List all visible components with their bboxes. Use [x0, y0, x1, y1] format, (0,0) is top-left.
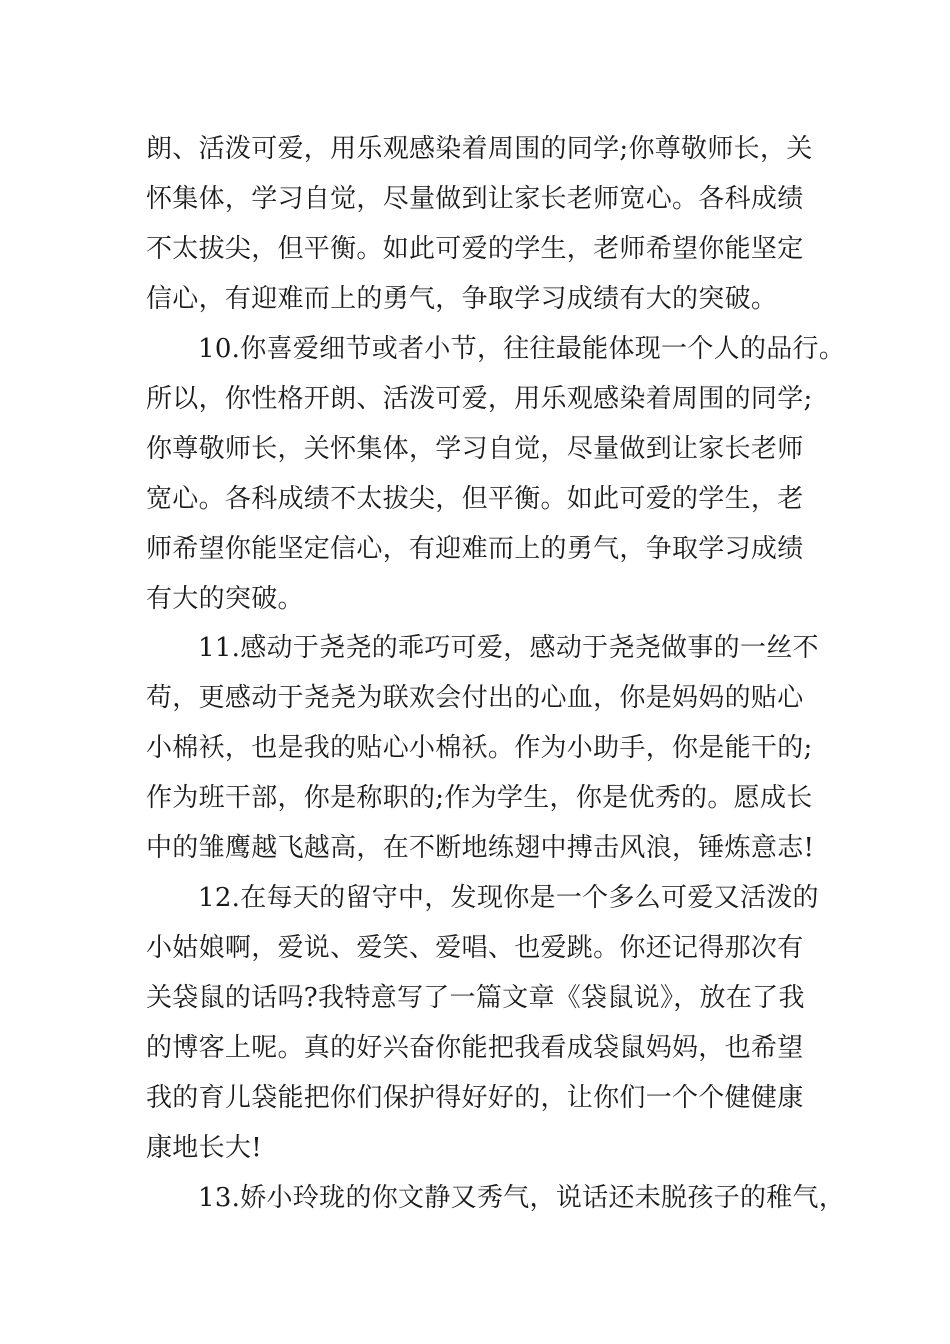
text-line: 有大的突破。	[146, 584, 304, 614]
text-line: 小棉袄，也是我的贴心小棉袄。作为小助手，你是能干的;	[146, 733, 813, 763]
text-line: 作为班干部，你是称职的;作为学生，你是优秀的。愿成长	[146, 783, 813, 813]
text-line: 不太拔尖，但平衡。如此可爱的学生，老师希望你能坚定	[146, 234, 804, 264]
text-line: 怀集体，学习自觉，尽量做到让家长老师宽心。各科成绩	[146, 184, 804, 214]
text-line: 中的雏鹰越飞越高，在不断地练翅中搏击风浪，锤炼意志!	[146, 833, 815, 863]
text-line: 宽心。各科成绩不太拔尖，但平衡。如此可爱的学生，老	[146, 484, 804, 514]
item-12-first-line: 12.在每天的留守中，发现你是一个多么可爱又活泼的	[198, 883, 819, 913]
text-line: 所以，你性格开朗、活泼可爱，用乐观感染着周围的同学;	[146, 384, 813, 414]
text-line: 朗、活泼可爱，用乐观感染着周围的同学;你尊敬师长，关	[146, 134, 813, 164]
text-line: 关袋鼠的话吗?我特意写了一篇文章《袋鼠说》，放在了我	[146, 983, 805, 1013]
item-11-first-line: 11.感动于尧尧的乖巧可爱，感动于尧尧做事的一丝不	[198, 633, 819, 663]
text-line: 苟，更感动于尧尧为联欢会付出的心血，你是妈妈的贴心	[146, 683, 804, 713]
text-line: 信心，有迎难而上的勇气，争取学习成绩有大的突破。	[146, 284, 778, 314]
text-line: 小姑娘啊，爱说、爱笑、爱唱、也爱跳。你还记得那次有	[146, 933, 804, 963]
text-line: 的博客上呢。真的好兴奋你能把我看成袋鼠妈妈，也希望	[146, 1033, 804, 1063]
text-line: 师希望你能坚定信心，有迎难而上的勇气，争取学习成绩	[146, 534, 804, 564]
item-13-first-line: 13.娇小玲珑的你文静又秀气，说话还未脱孩子的稚气，	[198, 1183, 846, 1213]
text-line: 我的育儿袋能把你们保护得好好的，让你们一个个健健康	[146, 1083, 804, 1113]
item-10-first-line: 10.你喜爱细节或者小节，往往最能体现一个人的品行。	[198, 334, 846, 364]
text-line: 康地长大!	[146, 1133, 262, 1163]
text-line: 你尊敬师长，关怀集体，学习自觉，尽量做到让家长老师	[146, 434, 804, 464]
